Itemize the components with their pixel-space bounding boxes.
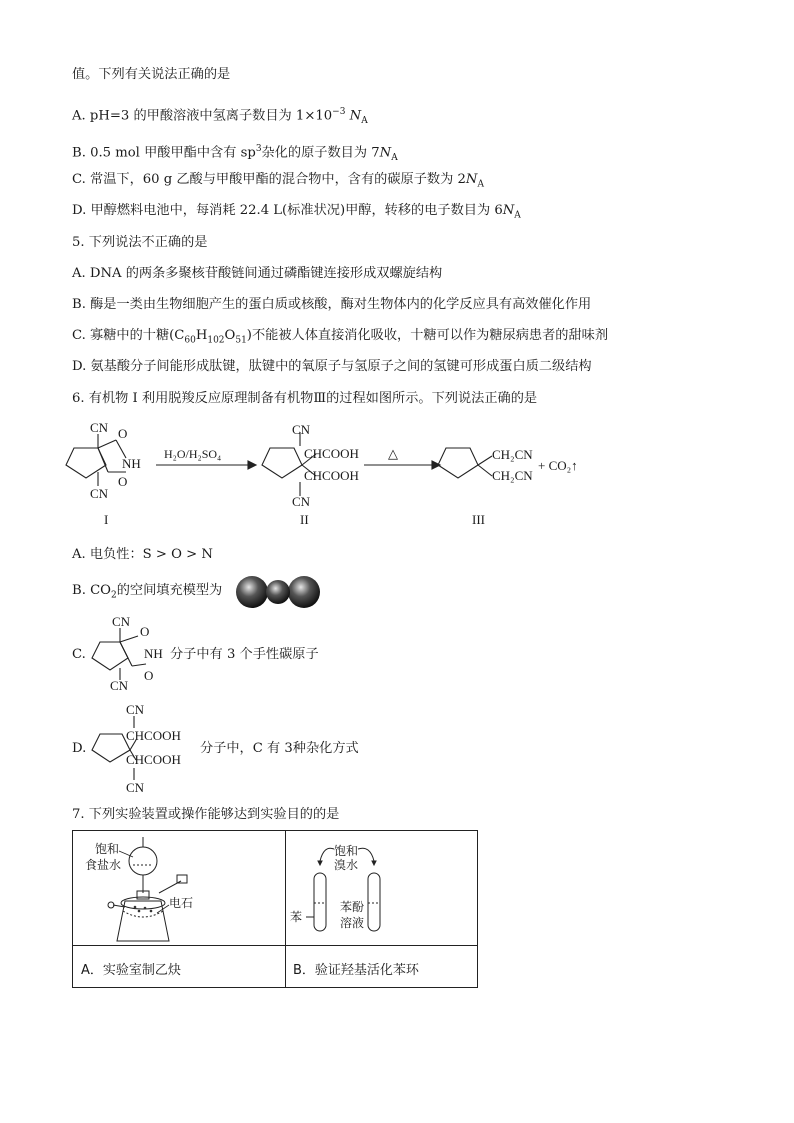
label-saturated: 饱和 (95, 842, 120, 856)
label-cn: CN (126, 702, 145, 717)
table-divider-horizontal (73, 945, 477, 946)
label-bromine-water: 溴水 (334, 858, 359, 872)
avogadro: N (502, 203, 515, 218)
oxygen-atom (288, 576, 320, 608)
avogadro-sub: A (477, 179, 484, 190)
caption-a: A．实验室制乙炔 (81, 963, 181, 978)
cyclopentane-ring-3 (438, 448, 478, 478)
label-cn: CN (292, 494, 311, 509)
label-o: O (118, 474, 128, 489)
caption-b: B．验证羟基活化苯环 (293, 963, 419, 978)
option-4d (72, 202, 521, 225)
label-cn: CN (90, 486, 109, 501)
label-cn: CN (90, 420, 109, 435)
label-nh: NH (144, 646, 163, 661)
avogadro-sub: A (361, 116, 368, 127)
option-5c-post: )不能被人体直接消化吸收，十糖可以作为糖尿病患者的甜味剂 (246, 328, 609, 343)
avogadro: N (465, 172, 478, 187)
label-o: O (118, 426, 128, 441)
molecule-i-structure (88, 614, 168, 694)
label-o: O (140, 624, 150, 639)
label-ch2cn: CH₂CN (492, 447, 533, 462)
question-6: 6. 有机物 I 利用脱羧反应原理制备有机物Ⅲ的过程如图所示。下列说法正确的是 (72, 391, 538, 406)
co2-sub: 2 (110, 590, 117, 601)
option-6b (72, 582, 222, 605)
avogadro-sub: A (514, 210, 521, 221)
label-o: O (144, 668, 154, 683)
label-cn: CN (112, 614, 131, 629)
carbon-atom (266, 580, 290, 604)
element-o: O (224, 328, 236, 343)
compound-label-1: I (104, 512, 109, 527)
label-nh: NH (122, 456, 141, 471)
option-4c (72, 171, 484, 194)
option-5a: A. DNA 的两条多聚核苷酸链间通过磷酯键连接形成双螺旋结构 (72, 266, 443, 281)
label-chcooh: CHCOOH (126, 752, 181, 767)
label-cn: CN (126, 780, 145, 795)
sub-60: 60 (184, 335, 196, 346)
option-4b (72, 140, 398, 167)
cyclopentane-ring-2 (262, 448, 302, 478)
option-6b-post: 的空间填充模型为 (116, 583, 223, 598)
molecule-ii-structure (88, 700, 208, 796)
avogadro-sub: A (391, 153, 398, 164)
intro-line: 值。下列有关说法正确的是 (72, 67, 231, 82)
label-cn: CN (292, 422, 311, 437)
option-6c-pre: C. (72, 647, 86, 662)
option-5b: B. 酶是一类由生物细胞产生的蛋白质或核酸，酶对生物体内的化学反应具有高效催化作用 (72, 297, 592, 312)
label-chcooh: CHCOOH (304, 446, 359, 461)
option-6d-pre: D. (72, 741, 87, 756)
option-4b-rest: 杂化的原子数目为 7 (261, 145, 380, 161)
label-saturated: 饱和 (334, 844, 359, 858)
option-6b-pre: B. CO (72, 583, 111, 598)
co2-space-filling-model (234, 574, 324, 610)
experiment-table (72, 830, 478, 988)
label-brine: 食盐水 (85, 858, 122, 872)
acetylene-apparatus (73, 831, 285, 945)
oxygen-atom (236, 576, 268, 608)
exponent: −3 (332, 107, 346, 117)
label-calcium-carbide: 电石 (169, 896, 194, 910)
label-cn: CN (110, 678, 129, 693)
sub-102: 102 (207, 335, 225, 346)
label-phenol: 苯酚 (340, 900, 365, 914)
option-4a-text: A. pH=3 的甲酸溶液中氢离子数目为 1×10 (72, 108, 333, 124)
option-5c (72, 327, 608, 350)
label-solution: 溶液 (340, 916, 365, 930)
option-4a (72, 103, 368, 130)
reagent-label: H₂O/H₂SO₄ (164, 447, 222, 461)
element-h: H (195, 328, 208, 343)
bromine-phenol-apparatus (286, 831, 477, 945)
label-chcooh: CHCOOH (126, 728, 181, 743)
reaction-scheme (60, 420, 620, 530)
avogadro: N (349, 108, 362, 124)
label-chcooh: CHCOOH (304, 468, 359, 483)
option-5d: D. 氨基酸分子间能形成肽键，肽键中的氧原子与氢原子之间的氢键可形成蛋白质二级结构 (72, 359, 592, 374)
label-co2: + CO₂↑ (538, 458, 578, 473)
option-5c-pre: C. 寡糖中的十糖(C (72, 328, 185, 343)
option-6d-post: 分子中，C 有 3种杂化方式 (200, 741, 359, 756)
option-4d-text: D. 甲醇燃料电池中，每消耗 22.4 L(标准状况)甲醇，转移的电子数目为 6 (72, 203, 503, 218)
label-ch2cn: CH₂CN (492, 468, 533, 483)
sub-51: 51 (235, 335, 247, 346)
option-4b-text: B. 0.5 mol 甲酸甲酯中含有 sp (72, 145, 256, 161)
option-6a: A. 电负性：S > O > N (72, 547, 213, 562)
sp3-sup: 3 (255, 144, 262, 154)
question-5: 5. 下列说法不正确的是 (72, 235, 208, 250)
compound-label-2: II (300, 512, 309, 527)
option-4c-text: C. 常温下，60 g 乙酸与甲酸甲酯的混合物中，含有的碳原子数为 2 (72, 172, 466, 187)
option-6c-post: 分子中有 3 个手性碳原子 (170, 647, 319, 662)
avogadro: N (379, 145, 392, 161)
compound-label-3: III (472, 512, 485, 527)
question-7: 7. 下列实验装置或操作能够达到实验目的的是 (72, 807, 340, 822)
label-benzene: 苯 (290, 910, 303, 924)
heat-label: △ (388, 446, 398, 461)
